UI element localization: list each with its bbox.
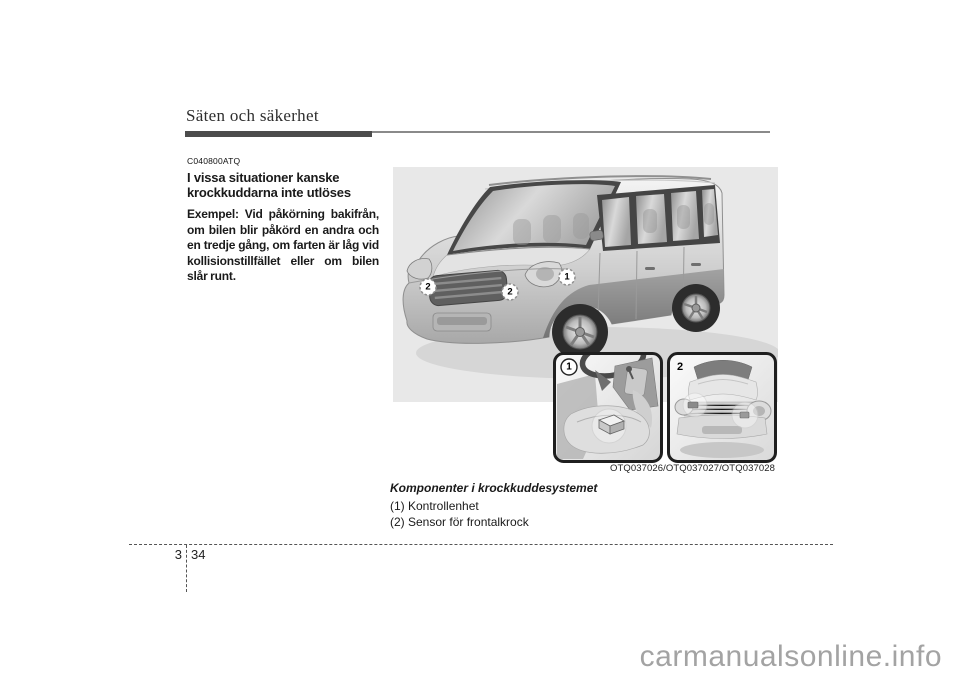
- header-rule-thick: [185, 131, 372, 137]
- legend-item: (1) Kontrollenhet: [390, 499, 479, 513]
- svg-text:1: 1: [564, 271, 570, 283]
- callout-control-unit: [559, 269, 575, 285]
- footer-divider-horizontal: [129, 544, 833, 545]
- inset1-label: [561, 359, 577, 375]
- figure-caption: OTQ037026/OTQ037027/OTQ037028: [609, 463, 775, 474]
- front-grille: [428, 270, 508, 307]
- inset2-label: 2: [677, 361, 684, 373]
- headlight-left: [407, 259, 432, 280]
- sensor-box-left: [688, 402, 698, 408]
- legend-title: Komponenter i krockkuddesystemet: [390, 481, 598, 495]
- chapter-number: 3: [174, 547, 182, 562]
- bumper-intake: [702, 426, 742, 434]
- callout-sensor-center: [502, 284, 518, 300]
- page-header-title: Säten och säkerhet: [186, 106, 319, 125]
- callout-sensor-left: [420, 279, 436, 295]
- section-body: Exempel: Vid påkörning bakifrån, om bilen blir påkörd en andra och en tredje gång, om farten är låg vid kollisionstillfället eller om bilen slår runt.: [187, 207, 379, 283]
- page-number: 34: [191, 547, 206, 562]
- section-code: C040800ATQ: [187, 156, 241, 166]
- article-text-column: [187, 156, 379, 285]
- footer-divider-vertical: [186, 545, 187, 592]
- svg-text:2: 2: [507, 286, 513, 298]
- side-mirror: [589, 230, 603, 241]
- watermark: carmanualsonline.info: [639, 640, 942, 673]
- svg-text:1: 1: [566, 361, 572, 373]
- legend-item: (2) Sensor för frontalkrock: [390, 515, 529, 529]
- inset-control-unit: [553, 352, 663, 463]
- ground-shadow: [680, 442, 764, 458]
- figure-legend: [390, 481, 720, 530]
- license-plate-slot: [437, 317, 487, 325]
- inset-front-sensors: [667, 352, 777, 463]
- header-rule-thin: [372, 131, 770, 133]
- rear-wheel: [672, 284, 720, 332]
- svg-text:2: 2: [425, 281, 431, 293]
- sensor-box-right: [740, 412, 749, 418]
- section-heading: I vissa situationer kanske krockkuddarna inte utlöses: [187, 170, 351, 200]
- gear-knob: [626, 366, 632, 372]
